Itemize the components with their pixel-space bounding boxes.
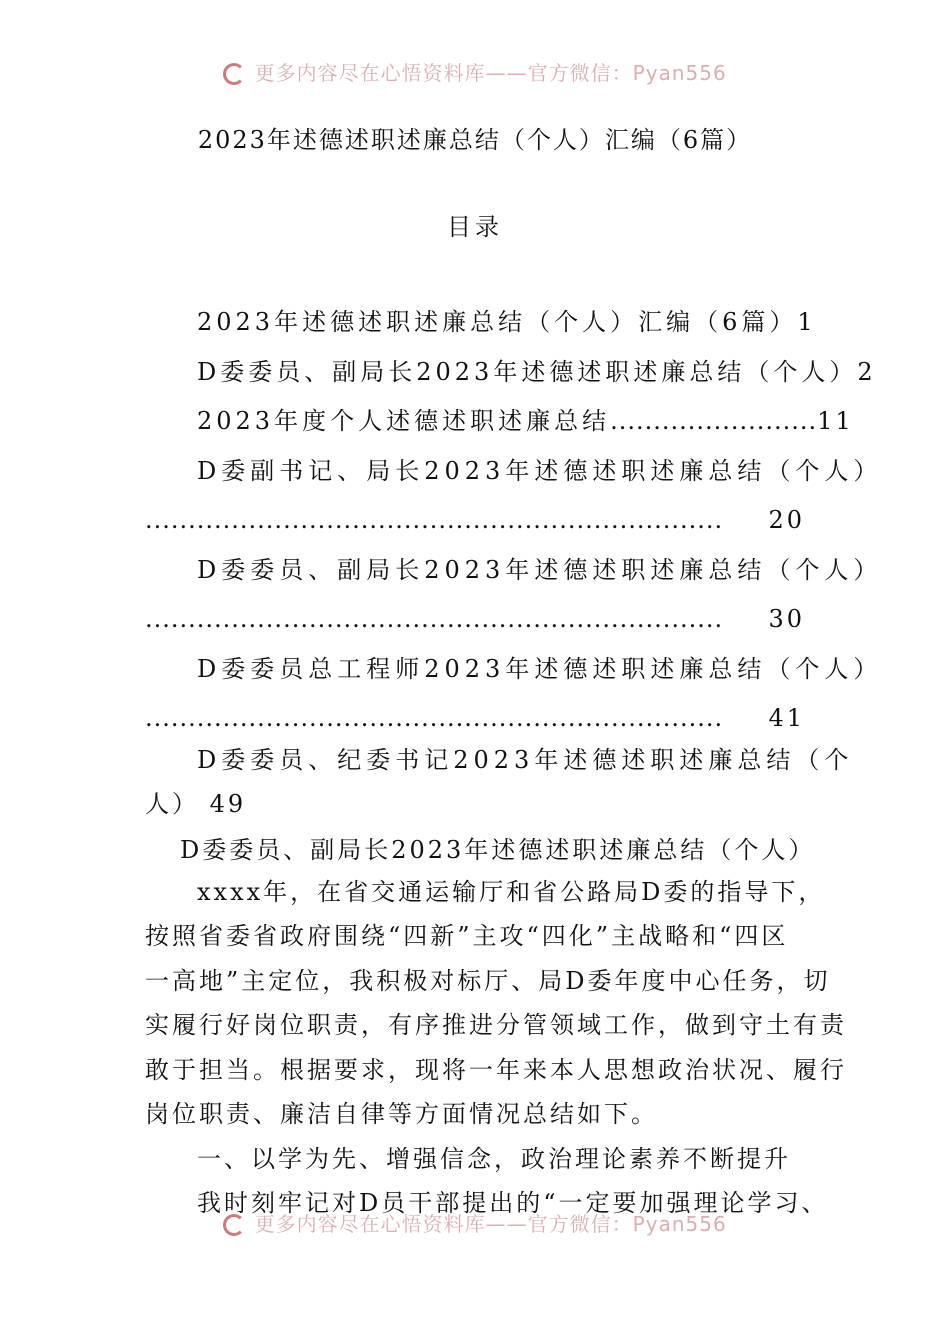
toc-entry-title: D委委员、副局长2023年述德述职述廉总结（个人） bbox=[197, 358, 858, 386]
toc-page-number: 2 bbox=[857, 358, 876, 386]
toc-heading: 目录 bbox=[447, 213, 503, 241]
body-line-3: 一高地”主定位，我积极对标厅、局D委年度中心任务，切 bbox=[145, 967, 831, 995]
document-title: 2023年述德述职述廉总结（个人）汇编（6篇） bbox=[197, 126, 753, 154]
watermark-top bbox=[0, 57, 950, 86]
body-line-2: 按照省委省政府围绕“四新”主攻“四化”主战略和“四区 bbox=[145, 922, 789, 950]
toc-entry-5-leader[interactable] bbox=[145, 603, 805, 635]
toc-leader-dots: ................................................................... bbox=[145, 704, 724, 732]
toc-leader-dots: ........................ bbox=[610, 407, 818, 435]
toc-page-number: 30 bbox=[768, 605, 805, 633]
watermark-bottom bbox=[0, 1208, 950, 1237]
toc-entry-3[interactable] bbox=[197, 405, 854, 437]
body-line-1: xxxx年，在省交通运输厅和省公路局D委的指导下， bbox=[197, 878, 826, 906]
watermark-text: 更多内容尽在心悟资料库——官方微信：Pyan556 bbox=[254, 61, 727, 85]
toc-entry-2[interactable] bbox=[197, 356, 876, 388]
toc-leader-dots: ................................................................... bbox=[145, 605, 724, 633]
toc-entry-7-title[interactable]: D委委员、纪委书记2023年述德述职述廉总结（个 bbox=[197, 746, 854, 774]
watermark-logo-icon bbox=[223, 1214, 245, 1236]
body-line-5: 敢于担当。根据要求，现将一年来本人思想政治状况、履行 bbox=[145, 1056, 847, 1084]
toc-page-number: 20 bbox=[768, 506, 805, 534]
toc-page-number: 41 bbox=[768, 704, 805, 732]
toc-page-number: 1 bbox=[797, 308, 816, 336]
toc-entry-7-tail[interactable]: 人） 49 bbox=[145, 790, 247, 818]
toc-leader-dots: ................................................................... bbox=[145, 506, 724, 534]
toc-entry-6-title[interactable]: D委委员总工程师2023年述德述职述廉总结（个人） bbox=[197, 655, 883, 683]
toc-entry-4-title[interactable]: D委副书记、局长2023年述德述职述廉总结（个人） bbox=[197, 457, 883, 485]
section-heading-1: 一、以学为先、增强信念，政治理论素养不断提升 bbox=[197, 1145, 791, 1173]
toc-page-number: 11 bbox=[817, 407, 854, 435]
toc-entry-title: 2023年述德述职述廉总结（个人）汇编（6篇） bbox=[197, 308, 798, 336]
toc-entry-1[interactable] bbox=[197, 306, 816, 338]
toc-entry-4-leader[interactable] bbox=[145, 504, 805, 536]
section-title: D委委员、副局长2023年述德述职述廉总结（个人） bbox=[180, 836, 816, 864]
body-line-4: 实履行好岗位职责，有序推进分管领域工作，做到守土有责 bbox=[145, 1011, 847, 1039]
body-line-6: 岗位职责、廉洁自律等方面情况总结如下。 bbox=[145, 1100, 658, 1128]
toc-entry-5-title[interactable]: D委委员、副局长2023年述德述职述廉总结（个人） bbox=[197, 556, 883, 584]
watermark-logo-icon bbox=[223, 63, 245, 85]
watermark-text: 更多内容尽在心悟资料库——官方微信：Pyan556 bbox=[254, 1212, 727, 1236]
toc-entry-title: 2023年度个人述德述职述廉总结 bbox=[197, 407, 611, 435]
toc-entry-6-leader[interactable] bbox=[145, 702, 805, 734]
body-line-7: 我时刻牢记对D员干部提出的“一定要加强理论学习、 bbox=[197, 1189, 829, 1217]
